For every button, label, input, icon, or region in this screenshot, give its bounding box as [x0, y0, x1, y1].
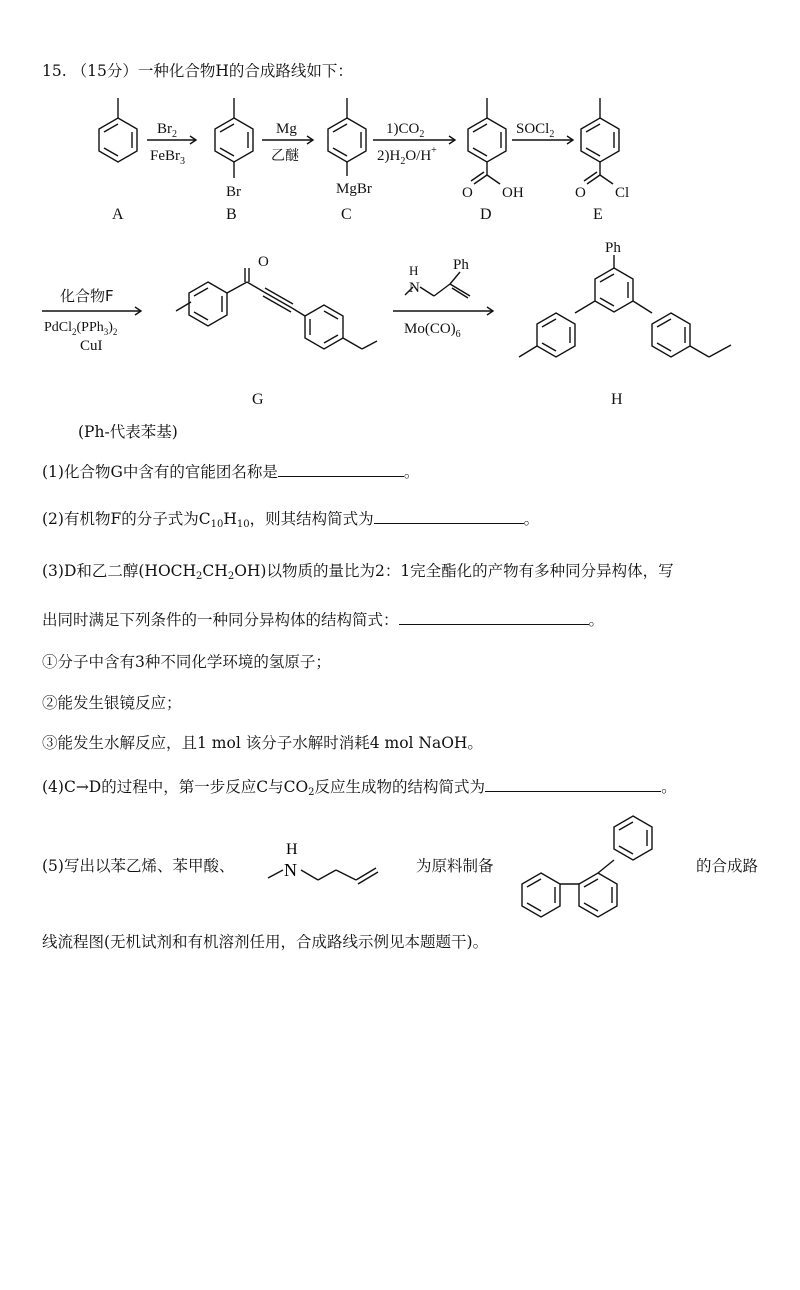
reagent-4-top-sub: 2	[549, 129, 555, 140]
q2-post: ，则其结构简式为	[249, 510, 374, 528]
amine-h: H	[409, 263, 419, 278]
q5-target-structure	[522, 816, 652, 917]
compound-a-structure	[99, 98, 137, 162]
q4-answer-blank[interactable]	[485, 777, 661, 792]
phenyl-note: (Ph-代表苯基)	[78, 423, 178, 441]
compound-d-structure	[468, 98, 506, 184]
reagent-5-top: 化合物F	[60, 287, 114, 305]
q3-condition-1: ①分子中含有3种不同化学环境的氢原子；	[42, 653, 331, 671]
reagent-5-bottom1: PdCl	[44, 320, 73, 335]
label-c: C	[341, 206, 352, 223]
reagent-1-bottom-sub: 3	[180, 156, 185, 167]
substituent-o-e: O	[575, 185, 586, 201]
reagent-3-top-sub: 2	[419, 129, 425, 140]
question-3-line-1	[42, 561, 674, 587]
q3-answer-blank[interactable]	[399, 610, 589, 625]
reagent-6-bottom: Mo(CO)	[404, 321, 456, 337]
reagent-1-bottom: FeBr	[150, 148, 180, 164]
svg-text:SOCl2	[516, 121, 554, 140]
q2-sub1: 10	[210, 519, 224, 530]
compound-c-structure	[328, 98, 366, 176]
reagent-3-bottom: 2)H	[377, 148, 401, 164]
substituent-mgbr: MgBr	[336, 181, 372, 197]
q3-pre: (3)D和乙二醇(HOCH	[42, 562, 197, 580]
label-h: H	[611, 391, 623, 408]
reagent-3-top: 1)CO	[386, 121, 420, 137]
reagent-5-bottom1-mid: (PPh	[76, 320, 104, 335]
reagent-3-bottom-sup: +	[431, 145, 437, 156]
q3-line2: 出同时满足下列条件的一种同分异构体的结构简式：	[42, 611, 399, 629]
q5-pre: (5)写出以苯乙烯、苯甲酸、	[42, 857, 235, 875]
svg-text:Mo(CO)6	[404, 321, 461, 340]
reagent-4-top: SOCl	[516, 121, 550, 137]
question-2	[42, 509, 539, 535]
reagent-5-bottom1-sub2: 3	[103, 327, 109, 337]
reagent-2-bottom: 乙醚	[271, 148, 299, 164]
q4-end: 。	[661, 778, 677, 796]
label-g: G	[252, 391, 264, 408]
label-d: D	[480, 206, 492, 223]
q4-sub: 2	[308, 787, 315, 798]
reagent-5-bottom1-sub3: 2	[112, 327, 118, 337]
q3-sub2: 2	[227, 571, 235, 582]
question-number: 15.	[42, 62, 67, 80]
q1-text: (1)化合物G中含有的官能团名称是	[42, 463, 278, 481]
q5-line2: 线流程图(无机试剂和有机溶剂任用，合成路线示例见本题题干)。	[42, 933, 489, 951]
label-e: E	[593, 206, 603, 223]
compound-e-structure	[581, 98, 619, 184]
compound-b-structure	[215, 98, 253, 178]
q1-answer-blank[interactable]	[278, 462, 404, 477]
reagent-5-bottom2: CuI	[80, 338, 103, 354]
reagent-5-bottom1-sub1: 2	[72, 327, 77, 337]
compound-g-structure	[176, 268, 377, 349]
substituent-br: Br	[226, 184, 241, 200]
q3-post: OH)以物质的量比为2：1完全酯化的产物有多种同分异构体，写	[234, 562, 674, 580]
question-4	[42, 777, 677, 803]
svg-text:1)CO2	[386, 121, 424, 140]
reagent-1-top-sub: 2	[172, 129, 177, 140]
q3-mid: CH	[202, 562, 228, 580]
svg-text:FeBr3	[150, 148, 185, 167]
q3-end: 。	[588, 611, 605, 629]
substituent-o-d: O	[462, 185, 473, 201]
substituent-ph-amine: Ph	[453, 257, 469, 273]
substituent-o-g: O	[258, 254, 269, 270]
q5-amine-h: H	[286, 841, 298, 858]
q2-end: 。	[523, 510, 540, 528]
q2-sub2: 10	[236, 519, 250, 530]
substituent-ph-h: Ph	[605, 240, 621, 256]
question-3-line-2	[42, 610, 604, 630]
amine-n: N	[409, 280, 420, 296]
reagent-1-top: Br	[157, 121, 172, 137]
q5-post: 的合成路	[696, 857, 759, 875]
q4-post: 反应生成物的结构简式为	[314, 778, 486, 796]
svg-text:Br2	[157, 121, 177, 140]
reagent-6-bottom-sub: 6	[455, 329, 461, 340]
reagent-3-bottom-rest: O/H	[405, 148, 432, 164]
q5-mid: 为原料制备	[416, 857, 494, 875]
q3-condition-2: ②能发生银镜反应；	[42, 694, 182, 712]
q4-pre: (4)C→D的过程中，第一步反应C与CO	[42, 778, 309, 796]
compound-h-structure	[519, 255, 731, 357]
reagent-3-bottom-sub: 2	[400, 156, 406, 167]
q5-structures	[0, 808, 800, 928]
reagent-5-bottom1-end: )	[108, 320, 113, 335]
q3-condition-3: ③能发生水解反应，且1 mol 该分子水解时消耗4 mol NaOH。	[42, 734, 483, 752]
question-score: （15分）	[71, 62, 138, 80]
reagent-2-top: Mg	[276, 121, 297, 137]
svg-text:PdCl2(PPh3)2	[44, 320, 117, 337]
substituent-cl: Cl	[615, 185, 630, 201]
substituent-oh: OH	[502, 185, 524, 201]
question-1	[42, 462, 419, 482]
question-intro: 一种化合物H的合成路线如下：	[137, 62, 353, 80]
label-a: A	[112, 206, 124, 223]
q3-sub1: 2	[196, 571, 203, 582]
q1-end: 。	[403, 463, 420, 481]
q2-mid: H	[223, 510, 237, 528]
q5-amine-n: N	[284, 860, 297, 880]
label-b: B	[226, 206, 237, 223]
q2-pre: (2)有机物F的分子式为C	[42, 510, 211, 528]
svg-text:2)H2O/H+	[377, 145, 437, 167]
q2-answer-blank[interactable]	[374, 509, 524, 524]
synthesis-scheme	[0, 0, 800, 420]
